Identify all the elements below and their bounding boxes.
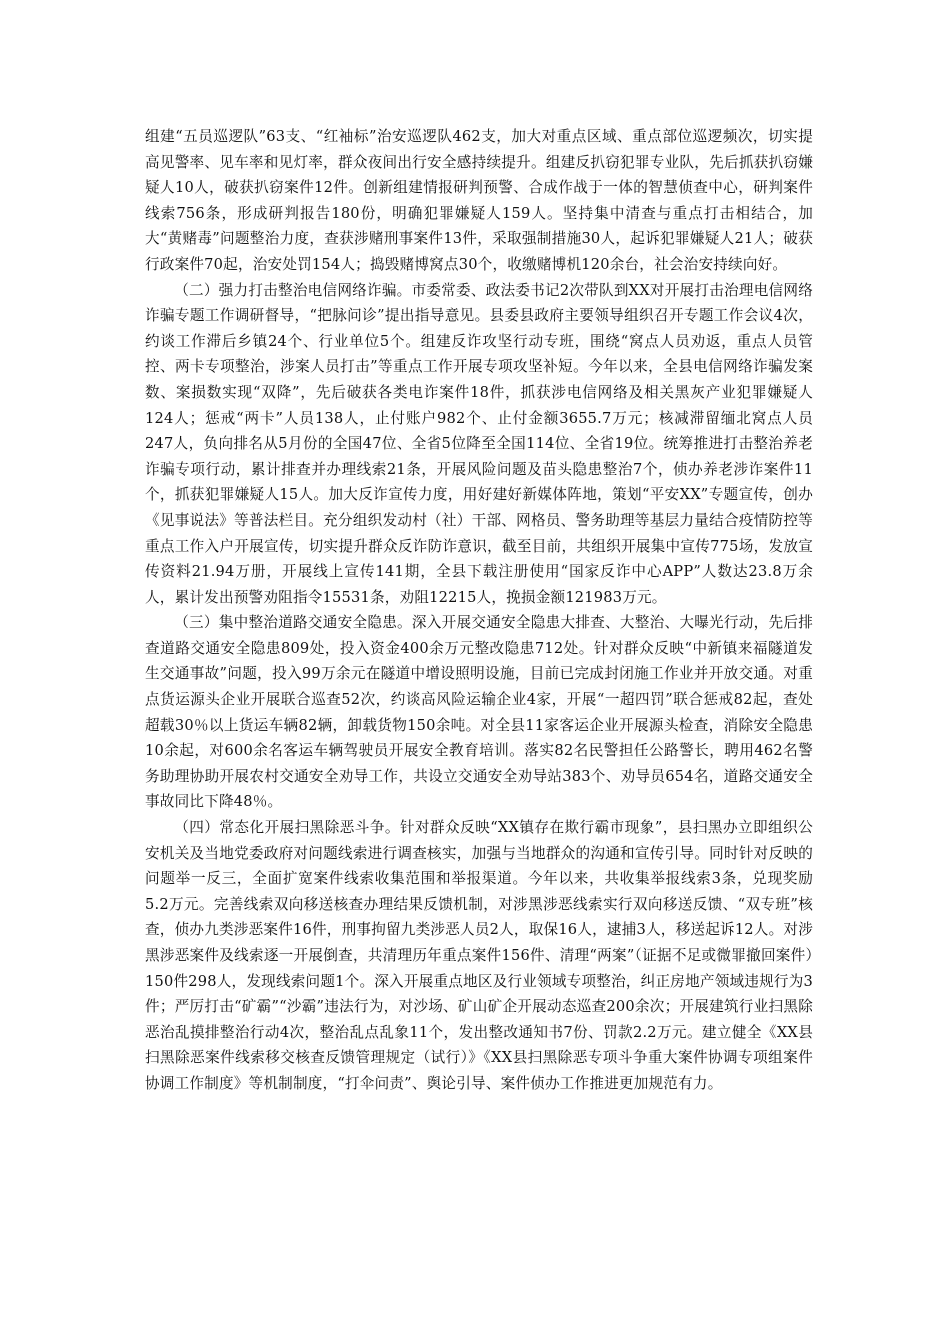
- paragraph-telecom-fraud: （二）强力打击整治电信网络诈骗。市委常委、政法委书记2次带队到XX对开展打击治理电信网络诈骗专题工作调研督导，“把脉问诊”提出指导意见。县委县政府主要领导组织召开专题工作会议4次，约谈工作滞后乡镇24个、行业单位5个。组建反诈攻坚行动专班，围绕“窝点人员劝返，重点人员管控、两卡专项整治，涉案人员打击”等重点工作开展专项攻坚补短。今年以来，全县电信网络诈骗发案数、案损数实现“双降”，先后破获各类电诈案件18件，抓获涉电信网络及相关黑灰产业犯罪嫌疑人124人；惩戒“两卡”人员138人，止付账户982个、止付金额3655.7万元；核减滞留缅北窝点人员247人，负向排名从5月份的全国47位、全省5位降至全国114位、全省19位。统筹推进打击整治养老诈骗专项行动，累计排查并办理线索21条，开展风险问题及苗头隐患整治7个，侦办养老涉诈案件11个，抓获犯罪嫌疑人15人。加大反诈宣传力度，用好建好新媒体阵地，策划“平安XX”专题宣传，创办《见事说法》等普法栏目。充分组织发动村（社）干部、网格员、警务助理等基层力量结合疫情防控等重点工作入户开展宣传，切实提升群众反诈防诈意识，截至目前，共组织开展集中宣传775场，发放宣传资料21.94万册，开展线上宣传141期，全县下载注册使用“国家反诈中心APP”人数达23.8万余人，累计发出预警劝阻指令15531条，劝阻12215人，挽损金额121983万元。: [145, 281, 813, 606]
- document-body: [145, 124, 813, 1097]
- paragraph-road-traffic: （三）集中整治道路交通安全隐患。深入开展交通安全隐患大排查、大整治、大曝光行动，先后排查道路交通安全隐患809处，投入资金400余万元整改隐患712处。针对群众反映“中新镇来福隧道发生交通事故”问题，投入99万余元在隧道中增设照明设施，目前已完成封闭施工作业并开放交通。对重点货运源头企业开展联合巡查52次，约谈高风险运输企业4家，开展“一超四罚”联合惩戒82起，查处超载30％以上货运车辆82辆，卸载货物150余吨。对全县11家客运企业开展源头检查，消除安全隐患10余起，对600余名客运车辆驾驶员开展安全教育培训。落实82名民警担任公路警长，聘用462名警务助理协助开展农村交通安全劝导工作，共设立交通安全劝导站383个、劝导员654名，道路交通安全事故同比下降48％。: [145, 614, 814, 811]
- paragraph-anti-gang: （四）常态化开展扫黑除恶斗争。针对群众反映“XX镇存在欺行霸市现象”，县扫黑办立即组织公安机关及当地党委政府对问题线索进行调查核实，加强与当地群众的沟通和宣传引导。同时针对反映的问题举一反三，全面扩宽案件线索收集范围和举报渠道。今年以来，共收集举报线索3条，兑现奖励5.2万元。完善线索双向移送核查办理结果反馈机制，对涉黑涉恶线索实行双向移送反馈、“双专班”核查，侦办九类涉恶案件16件，刑事拘留九类涉恶人员2人，取保16人，逮捕3人，移送起诉12人。对涉黑涉恶案件及线索逐一开展倒查，共清理历年重点案件156件、清理“两案”（证据不足或微罪撤回案件）150件298人，发现线索问题1个。深入开展重点地区及行业领域专项整治，纠正房地产领域违规行为3件；严厉打击“矿霸”“沙霸”违法行为，对沙场、矿山矿企开展动态巡查200余次；开展建筑行业扫黑除恶治乱摸排整治行动4次，整治乱点乱象11个，发出整改通知书7份、罚款2.2万元。建立健全《XX县扫黑除恶案件线索移交核查反馈管理规定（试行）》《XX县扫黑除恶专项斗争重大案件协调专项组案件协调工作制度》等机制制度，“打伞问责”、舆论引导、案件侦办工作推进更加规范有力。: [145, 819, 813, 1092]
- paragraph-public-security: 组建“五员巡逻队”63支、“红袖标”治安巡逻队462支，加大对重点区域、重点部位巡逻频次，切实提高见警率、见车率和见灯率，群众夜间出行安全感持续提升。组建反扒窃犯罪专业队，先后抓获扒窃嫌疑人10人，破获扒窃案件12件。创新组建情报研判预警、合成作战于一体的智慧侦查中心，研判案件线索756条，形成研判报告180份，明确犯罪嫌疑人159人。坚持集中清查与重点打击相结合，加大“黄赌毒”问题整治力度，查获涉赌刑事案件13件，采取强制措施30人，起诉犯罪嫌疑人21人；破获行政案件70起，治安处罚154人；捣毁赌博窝点30个，收缴赌博机120余台，社会治安持续向好。: [145, 128, 813, 273]
